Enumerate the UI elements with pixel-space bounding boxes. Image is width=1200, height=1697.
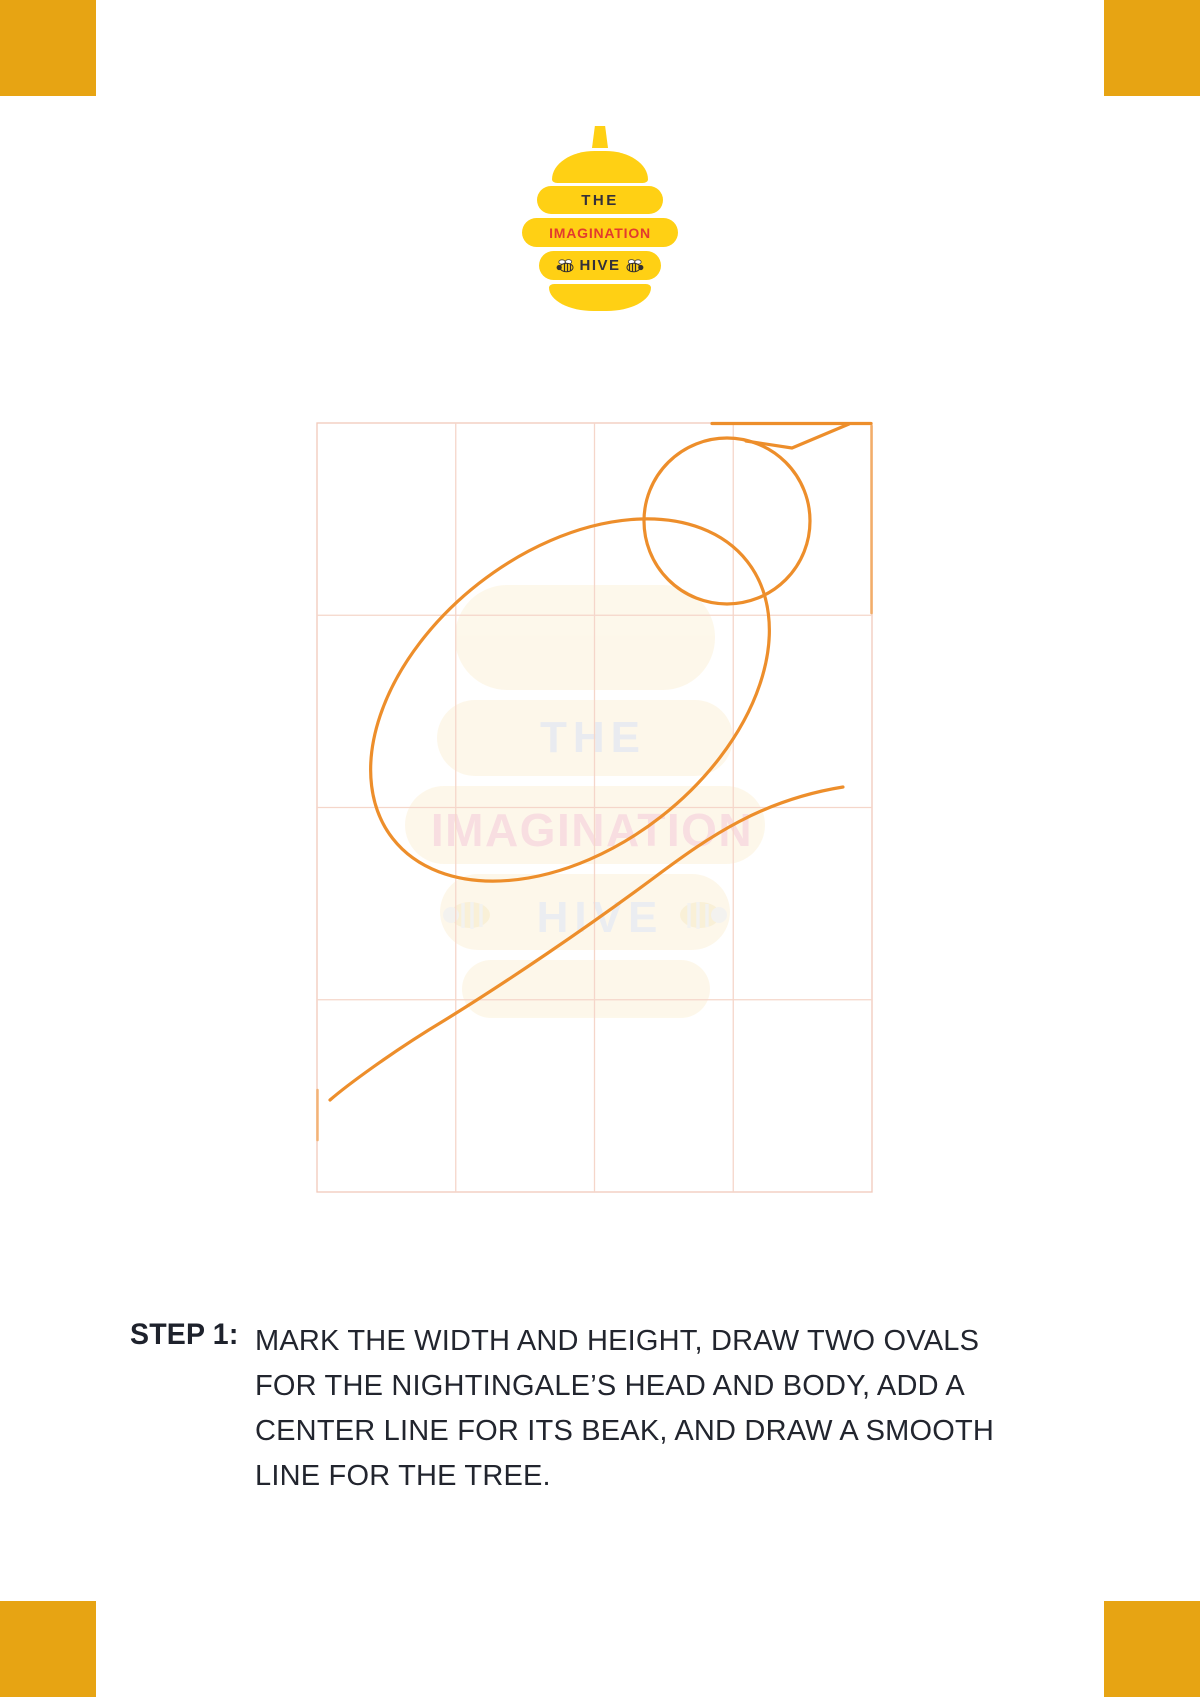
proportion-grid <box>317 423 872 1192</box>
logo-text-hive: HIVE <box>579 257 621 274</box>
step-instruction-line: MARK THE WIDTH AND HEIGHT, DRAW TWO OVALS <box>255 1325 980 1357</box>
step-instruction-line: FOR THE NIGHTINGALE’S HEAD AND BODY, ADD A <box>255 1370 965 1402</box>
beak-center-line <box>746 424 849 448</box>
step-instructions <box>255 1319 994 1499</box>
watermark-text-hive: HIVE <box>536 893 664 942</box>
step-instruction-line: CENTER LINE FOR ITS BEAK, AND DRAW A SMOOTH <box>255 1415 995 1447</box>
step-label: STEP 1: <box>130 1318 239 1351</box>
step-instruction-line: LINE FOR THE TREE. <box>255 1460 551 1492</box>
logo-text-imagination: IMAGINATION <box>549 224 651 241</box>
watermark-text-the: THE <box>540 713 646 762</box>
watermark-text-imagination: IMAGINATION <box>430 804 754 856</box>
logo-text-the: THE <box>581 191 619 209</box>
watermark-hive <box>405 585 765 1018</box>
